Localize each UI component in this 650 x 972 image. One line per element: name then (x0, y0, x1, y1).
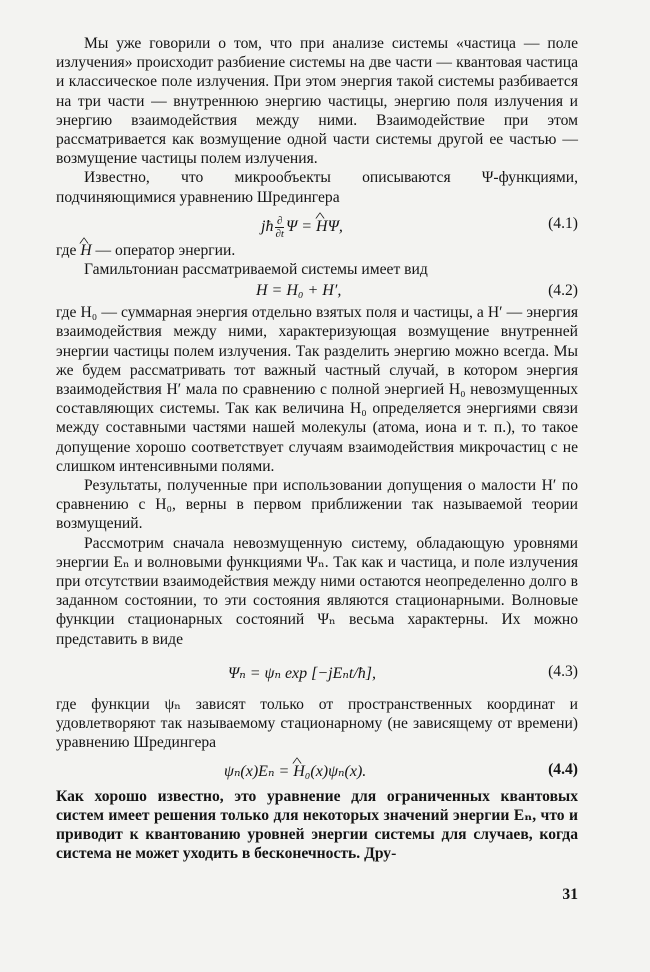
p3-rest: — оператор энергии. (91, 241, 236, 259)
equation-4-4-formula (224, 761, 366, 781)
equation-number-4-3: (4.3) (548, 662, 578, 680)
equation-4-3-formula: Ψₙ = ψₙ exp [−jEₙt/ħ], (228, 664, 376, 682)
equation-4-1 (56, 207, 578, 241)
eq1-hamiltonian-operator: ^ H (316, 218, 328, 236)
p3-prefix: где (56, 241, 81, 259)
eq1-frac-top: ∂ (276, 214, 283, 227)
paragraph-h0-description: где H₀ — суммарная энергия отдельно взятых поля и частицы, а H′ — энергия взаимодействия между ними, характеризующая возмущение внутренней энергии частицы полем излучения. Так разделить энергию можно всегда. Мы же будем рассматривать тот важный частный случай, в котором энергия взаимодействия H′ мала по сравнению с полной энергией H₀ невозмущенных составляющих системы. Так как величина H₀ определяется энергиями связи между составными частями нашей молекулы (атома, иона и т. п.), то такое допущение хорошо соответствует случаям взаимодействия микрочастиц с не слишком интенсивными полями. (56, 304, 578, 475)
equation-4-3 (56, 649, 578, 695)
eq1-eqsign: = (297, 218, 316, 235)
paragraph-quantization: Как хорошо известно, это уравнение для ограниченных квантовых систем имеет решения только для некоторых значений энергии Eₙ, что и приводит к квантованию уровней энергии системы для случаев, когда система не может уходить в бесконечность. Дру- (56, 787, 578, 863)
page-number: 31 (562, 886, 578, 903)
paragraph-energy-operator (56, 241, 578, 260)
eq4-tail: ₀(x)ψₙ(x). (304, 762, 367, 780)
paragraph-spatial-functions: где функции ψₙ зависят только от пространственных координат и удовлетворяют так называемому стационарному (не зависящему от времени) уравнению Шредингера (56, 695, 578, 752)
eq1-tail: Ψ, (327, 218, 343, 235)
equation-number-4-1: (4.1) (548, 214, 578, 232)
paragraph-intro: Мы уже говорили о том, что при анализе системы «частица — поле излучения» происходит разбиение системы на две части — квантовая частица и классическое поле излучения. При этом энергия такой системы разбивается на три части — внутреннюю энергию частицы, энергию поля излучения и энергию взаимодействия между ними. Взаимодействие при этом рассматривается как возмущение одной части системы другой ее частью — возмущение частицы полем излучения. (56, 35, 578, 168)
eq4-hamiltonian-operator: ^ H (293, 763, 305, 781)
eq1-frac-bottom: ∂t (275, 227, 284, 240)
paragraph-unperturbed-system: Рассмотрим сначала невозмущенную систему, обладающую уровнями энергии Eₙ и волновыми функциями Ψₙ. Так как и частица, и поле излучения при отсутствии взаимодействия между ними остаются неопределенно долго в заданном состоянии, то эти состояния являются стационарными. Волновые функции стационарных состояний Ψₙ весьма характерны. Их можно представить в виде (56, 534, 578, 648)
eq1-psi: Ψ (285, 218, 298, 235)
paragraph-hamiltonian: Гамильтониан рассматриваемой системы имеет вид (84, 261, 428, 279)
equation-number-4-4: (4.4) (548, 760, 578, 778)
equation-4-1-formula (261, 215, 343, 240)
equation-4-4 (56, 753, 578, 787)
equation-4-2-formula: H = H₀ + H′, (256, 282, 342, 300)
equation-number-4-2: (4.2) (548, 282, 578, 300)
equation-4-2 (56, 279, 578, 303)
eq1-partial-fraction (275, 215, 284, 240)
paragraph-perturbation-results: Результаты, полученные при использовании допущения о малости H′ по сравнению с H₀, верны в первом приближении так называемой теории возмущений. (56, 477, 578, 533)
eq4-lhs: ψₙ(x)Eₙ = (224, 762, 294, 780)
eq1-lhs: jħ (261, 218, 274, 235)
paragraph-psi-functions: Известно, что микрообъекты описываются Ψ-функциями, подчиняющимися уравнению Шредингера (56, 169, 578, 206)
p3-operator-symbol: ^ H (80, 241, 91, 260)
